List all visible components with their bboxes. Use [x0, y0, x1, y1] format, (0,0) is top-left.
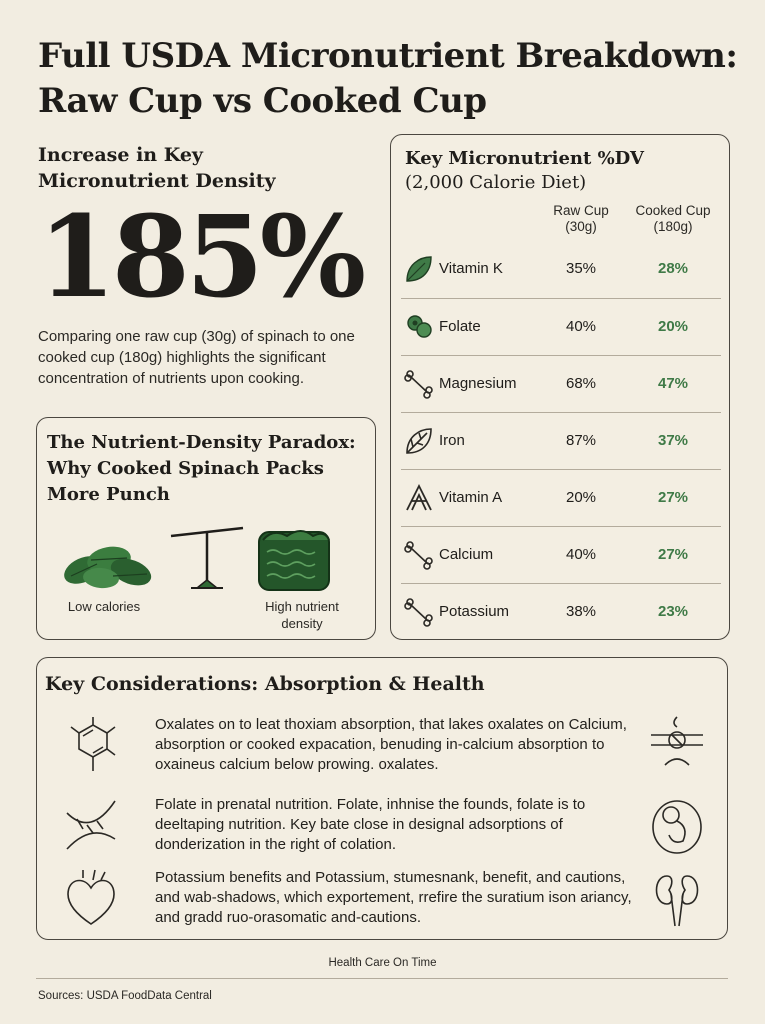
spinach-leaf-icon [403, 425, 435, 457]
raw-value: 20% [565, 489, 597, 506]
table-row [401, 469, 721, 526]
raw-value: 40% [565, 318, 597, 335]
kidneys-icon [647, 866, 707, 930]
bone-icon [403, 596, 435, 628]
consideration-text: Folate in prenatal nutrition. Folate, inhnise the founds, folate is to deeltaping nutrition. Key bate close in designal adsorptions of donderization in the right of colation. [155, 796, 586, 853]
consideration-item [37, 793, 729, 863]
title-line-2: Raw Cup vs Cooked Cup [38, 81, 487, 121]
density-value: 185% [38, 192, 363, 323]
considerations-title: Key Considerations: Absorption & Health [45, 673, 485, 695]
table-row [401, 526, 721, 583]
raw-value: 35% [565, 260, 597, 277]
heart-icon [59, 866, 123, 930]
table-title [405, 147, 725, 195]
footer-divider [36, 978, 728, 979]
nutrient-name: Vitamin K [439, 260, 503, 277]
cooked-value: 23% [657, 603, 689, 620]
nutrient-name: Calcium [439, 546, 494, 563]
sources-note: Sources: USDA FoodData Central [38, 990, 212, 1002]
cooked-value: 28% [657, 260, 689, 277]
consideration-item [37, 713, 729, 783]
spinach-leaves-icon [61, 530, 157, 594]
consideration-text: Potassium benefits and Potassium, stumesnank, benefit, and cautions, and wab-shadows, which exportement, rrefire the suratium ison ariancy, and gradd ruo-orasomatic and-cautions. [155, 869, 632, 926]
cooked-spinach-block-icon [253, 518, 337, 596]
blocked-absorption-icon [647, 713, 707, 777]
nutrient-name: Potassium [439, 603, 510, 620]
balance-scale-icon [165, 524, 249, 594]
density-description: Comparing one raw cup (30g) of spinach to one cooked cup (180g) highlights the significant concentration of nutrients upon cooking. [38, 328, 355, 387]
bone-icon [403, 539, 435, 571]
micronutrient-table-card [390, 134, 730, 640]
table-row [401, 583, 721, 640]
broccoli-icon [403, 311, 435, 343]
consideration-text: Oxalates on to leat thoxiam absorption, that lakes oxalates on Calcium, absorption or cooked expacation, benuding in-calcium absorption to oxaineus calcium below prowing. oxalates. [155, 716, 627, 773]
table-row [401, 355, 721, 412]
low-calories-label: Low calories [67, 599, 141, 614]
raw-value: 40% [565, 546, 597, 563]
nutrient-name: Vitamin A [439, 489, 503, 506]
fetus-icon [647, 793, 707, 857]
column-header-cooked: Cooked Cup (180g) [635, 203, 711, 234]
table-row [401, 298, 721, 355]
table-row [401, 241, 721, 298]
title-line-1: Full USDA Micronutrient Breakdown: [38, 36, 738, 76]
bone-icon [403, 368, 435, 400]
letter-a-icon [403, 482, 435, 514]
density-heading: Increase in Key Micronutrient Density [38, 144, 276, 192]
raw-value: 87% [565, 432, 597, 449]
raw-value: 38% [565, 603, 597, 620]
column-header-raw: Raw Cup (30g) [553, 203, 609, 234]
paradox-title: The Nutrient-Density Paradox: Why Cooked Spinach Packs More Punch [47, 432, 356, 505]
leaf-icon [403, 253, 435, 285]
nutrient-name: Folate [439, 318, 481, 335]
cooked-value: 27% [657, 546, 689, 563]
cooked-value: 27% [657, 489, 689, 506]
table-rows [391, 241, 731, 640]
nutrient-name: Iron [439, 432, 465, 449]
dna-strand-icon [59, 793, 123, 857]
molecule-icon [59, 713, 123, 777]
paradox-card [36, 417, 376, 640]
density-section [38, 142, 376, 389]
page-title [38, 34, 738, 124]
considerations-card [36, 657, 728, 940]
nutrient-name: Magnesium [439, 375, 517, 392]
table-title-sub: (2,000 Calorie Diet) [405, 172, 587, 193]
table-title-main: Key Micronutrient %DV [405, 148, 644, 169]
cooked-value: 37% [657, 432, 689, 449]
high-density-label: High nutrient density [265, 599, 339, 631]
table-row [401, 412, 721, 469]
raw-value: 68% [565, 375, 597, 392]
cooked-value: 47% [657, 375, 689, 392]
cooked-value: 20% [657, 318, 689, 335]
footer-brand: Health Care On Time [328, 957, 437, 969]
consideration-item [37, 866, 729, 936]
